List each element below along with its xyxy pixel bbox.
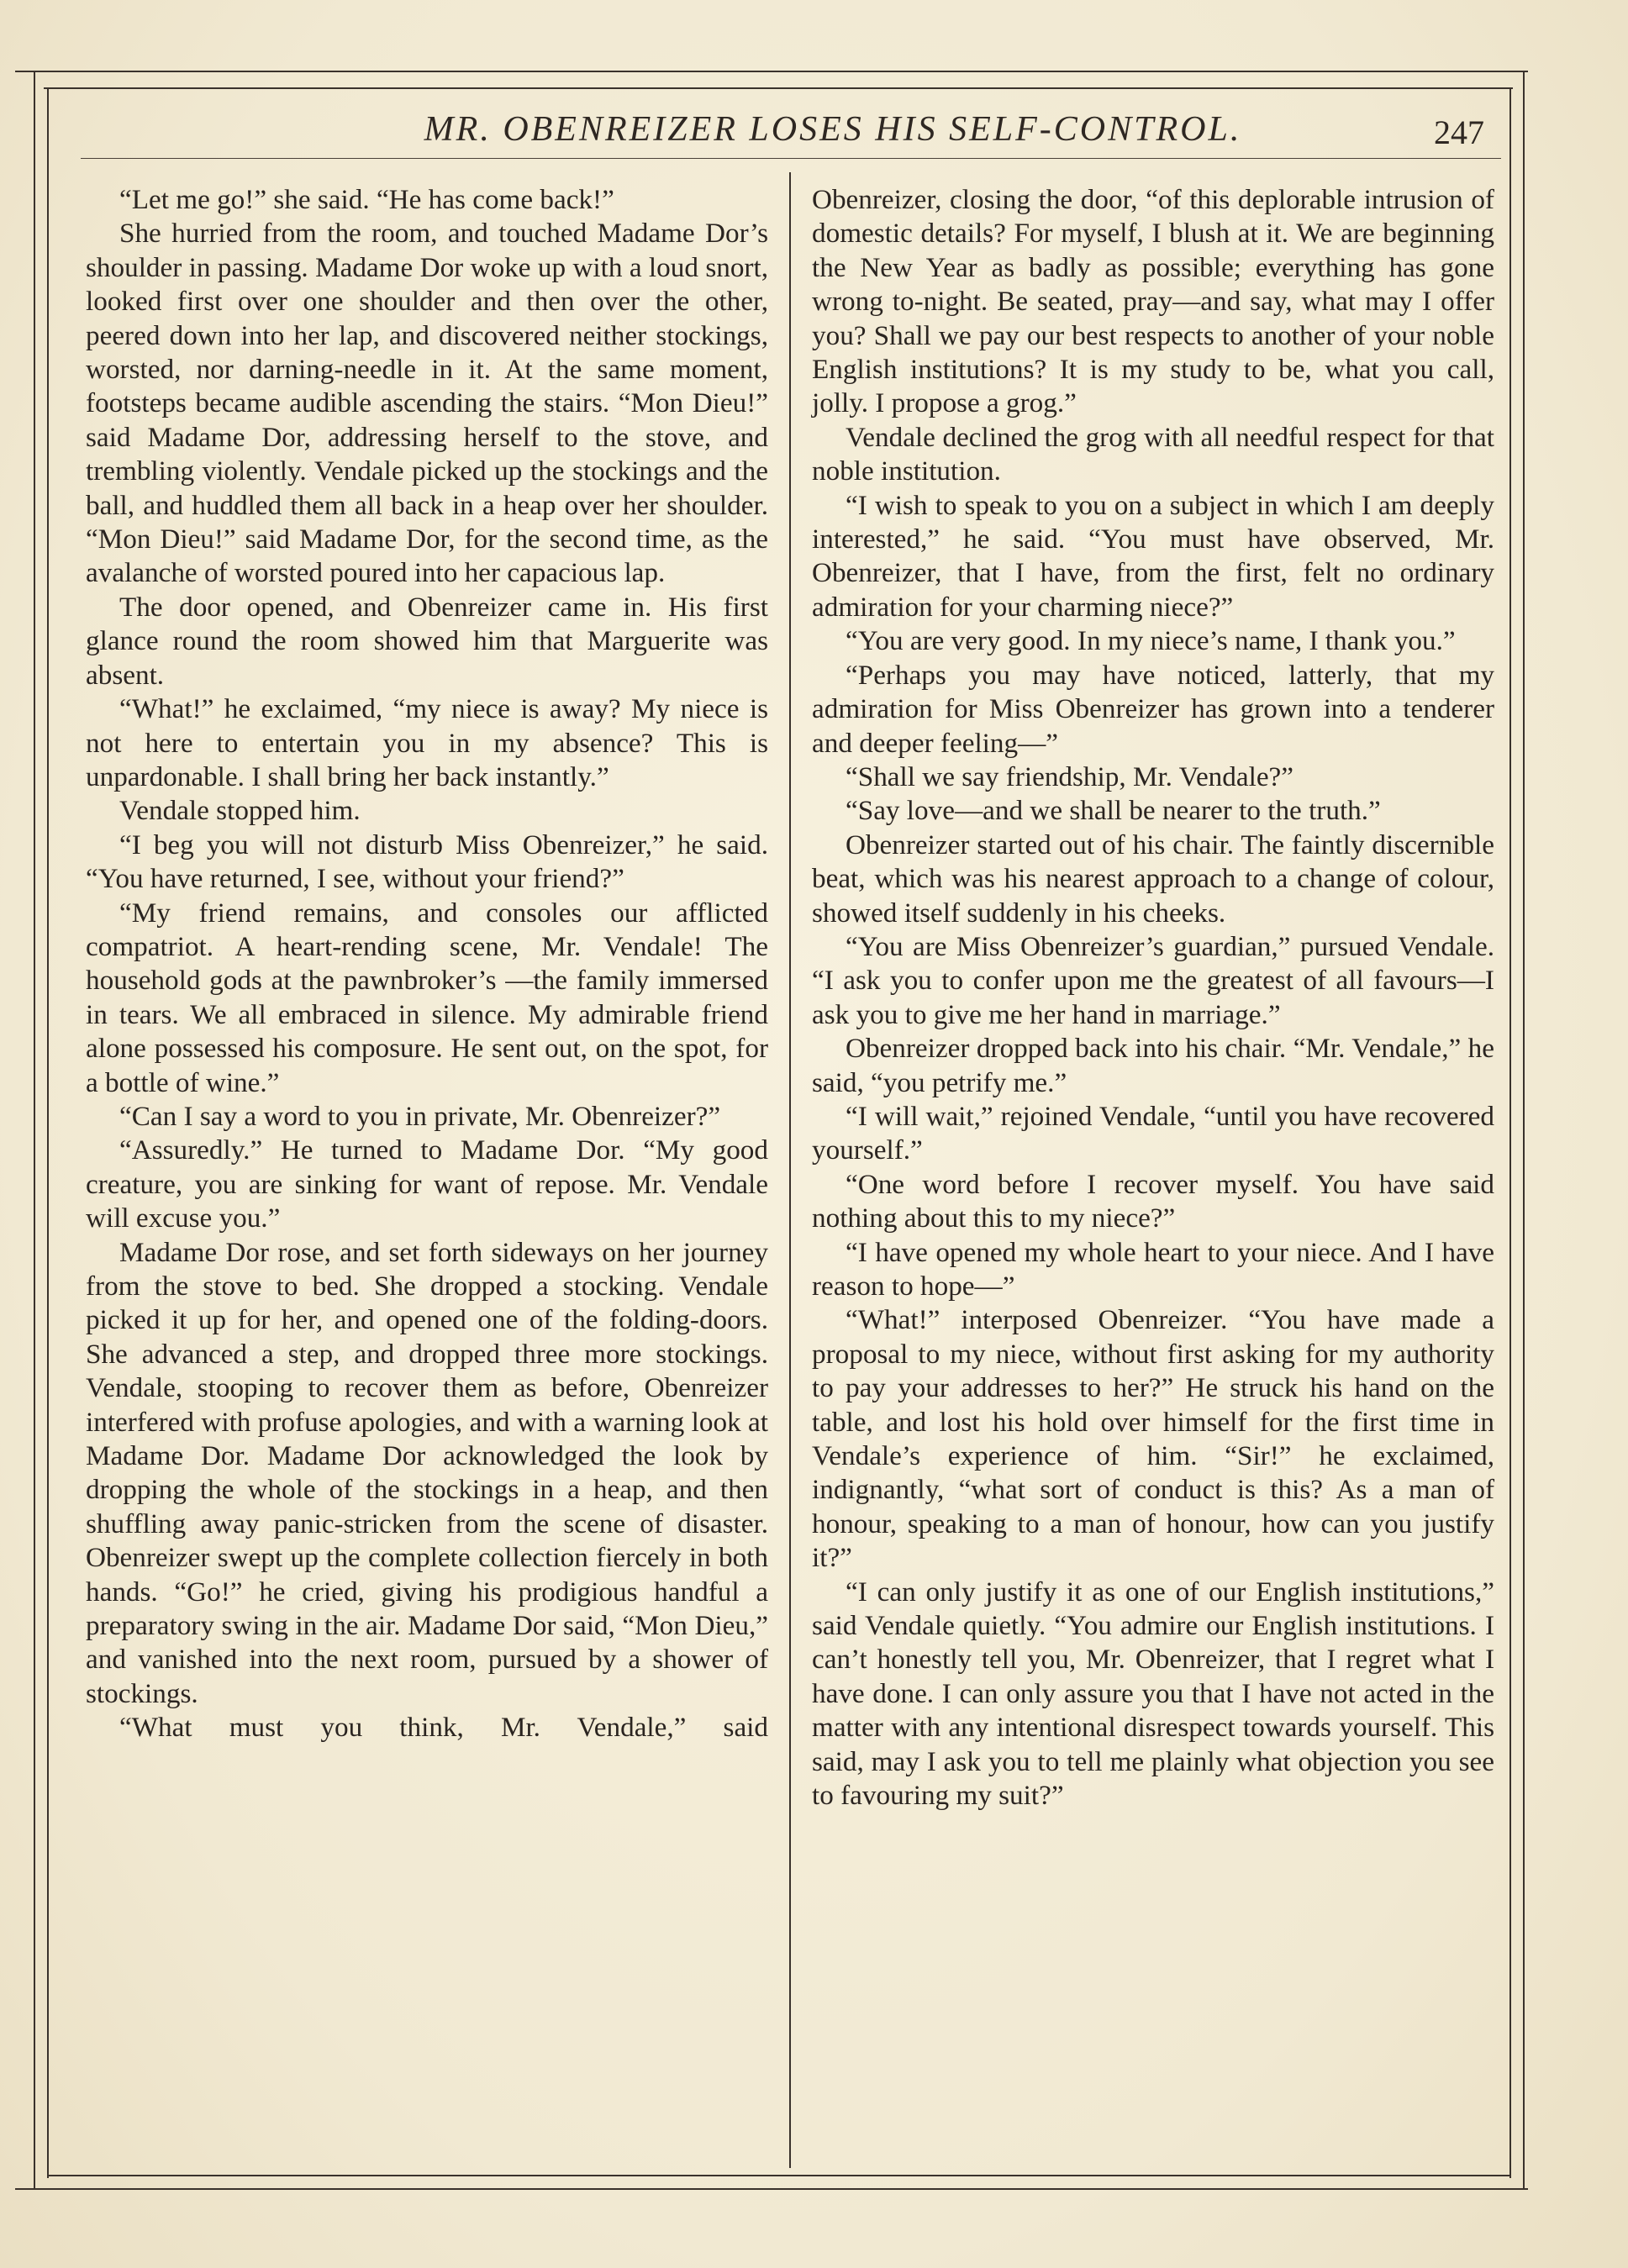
paragraph: “One word before I recover myself. You have said nothing about this to my niece?” <box>812 1168 1494 1234</box>
paragraph: Vendale stopped him. <box>119 795 361 827</box>
paragraph: “I beg you will not disturb Miss Obenreizer,” he said. “You have returned, I see, without your friend?” <box>86 829 768 895</box>
paragraph: “Assuredly.” He turned to Madame Dor. “My good creature, you are sinking for want of repose. Mr. Vendale will excuse you.” <box>86 1134 768 1234</box>
page-number: 247 <box>1434 113 1484 151</box>
paragraph: The door opened, and Obenreizer came in. His first glance round the room showed him that Marguerite was absent. <box>86 591 768 691</box>
header-rule <box>81 158 1501 159</box>
frame-outer-top-rule <box>15 71 1528 72</box>
running-head <box>81 109 1501 151</box>
paragraph-continuation: Obenreizer, closing the door, “of this deplorable intrusion of domestic details? For myself, I blush at it. We are beginning the New Year as badly as possible; everything has gone wrong to-night. Be seated, pray—and say, what may I offer you? Shall we pay our best respects to another of your noble English institutions? It is my study to be, what you call, jolly. I propose a grog.” <box>812 184 1494 419</box>
paragraph: She hurried from the room, and touched Madame Dor’s shoulder in passing. Madame Dor woke up with a loud snort, looked first over one shoulder and then over the other, peered down into her lap, and discovered neither stockings, worsted, nor darning-needle in it. At the same moment, footsteps became audible ascending the stairs. “Mon Dieu!” said Madame Dor, addressing herself to the stove, and trembling violently. Vendale picked up the stockings and the ball, and huddled them all back in a heap over her shoulder. “Mon Dieu!” said Madame Dor, for the second time, as the avalanche of worsted poured into her capacious lap. <box>86 218 768 589</box>
frame-outer-right-rule <box>1523 71 1525 2188</box>
left-column <box>86 183 768 1745</box>
paragraph: “I can only justify it as one of our English institutions,” said Vendale quietly. “You admire our English institutions. I can’t honestly tell you, Mr. Obenreizer, that I regret what I have done. I can only assure you that I have not acted in the matter with any intentional disrespect towards yourself. This said, may I ask you to tell me plainly what objection you see to favouring my suit?” <box>812 1576 1494 1812</box>
paragraph: “My friend remains, and consoles our afflicted compatriot. A heart-rending scene, Mr. Vendale! The household gods at the pawnbroker’s —the family immersed in tears. We all embraced in silence. My admirable friend alone possessed his composure. He sent out, on the spot, for a bottle of wine.” <box>86 897 768 1098</box>
paragraph-continued: “What must you think, Mr. Vendale,” said <box>119 1712 768 1744</box>
paragraph: “I have opened my whole heart to your niece. And I have reason to hope—” <box>812 1236 1494 1302</box>
paragraph: “What!” interposed Obenreizer. “You have made a proposal to my niece, without first asking for my authority to pay your addresses to her?” He struck his hand on the table, and lost his hold over himself for the first time in Vendale’s experience of him. “Sir!” he exclaimed, indignantly, “what sort of conduct is this? As a man of honour, speaking to a man of honour, how can you justify it?” <box>812 1304 1494 1574</box>
frame-inner-bottom-rule <box>47 2175 1511 2176</box>
paragraph: “You are very good. In my niece’s name, I thank you.” <box>846 625 1456 657</box>
paragraph: “You are Miss Obenreizer’s guardian,” pursued Vendale. “I ask you to confer upon me the greatest of all favours—I ask you to give me her hand in marriage.” <box>812 930 1494 1030</box>
frame-outer-left-rule <box>34 71 35 2188</box>
paragraph: Obenreizer dropped back into his chair. “Mr. Vendale,” he said, “you petrify me.” <box>812 1033 1494 1098</box>
paragraph: “What!” he exclaimed, “my niece is away? My niece is not here to entertain you in my absence? This is unpardonable. I shall bring her back instantly.” <box>86 693 768 792</box>
running-title: MR. OBENREIZER LOSES HIS SELF-CONTROL. <box>424 110 1242 149</box>
frame-outer-bottom-rule <box>15 2188 1528 2190</box>
paragraph: “Shall we say friendship, Mr. Vendale?” <box>846 760 1294 792</box>
paragraph: Madame Dor rose, and set forth sideways on her journey from the stove to bed. She dropped a stocking. Vendale picked it up for her, and opened one of the folding-doors. She advanced a step, and dropped three more stockings. Vendale, stooping to recover them as before, Obenreizer interfered with profuse apologies, and with a warning look at Madame Dor. Madame Dor acknowledged the look by dropping the whole of the stockings in a heap, and then shuffling away panic-stricken from the scene of disaster. Obenreizer swept up the complete collection fiercely in both hands. “Go!” he cried, giving his prodigious handful a preparatory swing in the air. Madame Dor said, “Mon Dieu,” and vanished into the next room, pursued by a shower of stockings. <box>86 1236 768 1709</box>
paragraph: “I will wait,” rejoined Vendale, “until you have recovered yourself.” <box>812 1100 1494 1166</box>
paragraph: Vendale declined the grog with all needful respect for that noble institution. <box>812 421 1494 487</box>
frame-inner-left-rule <box>47 87 49 2178</box>
column-divider <box>789 172 791 2168</box>
frame-inner-right-rule <box>1509 87 1511 2178</box>
right-column <box>812 183 1494 1813</box>
paragraph: “Can I say a word to you in private, Mr. Obenreizer?” <box>119 1100 721 1132</box>
paragraph: “Say love—and we shall be nearer to the truth.” <box>846 795 1381 827</box>
paragraph: “I wish to speak to you on a subject in which I am deeply interested,” he said. “You must have observed, Mr. Obenreizer, that I have, from the first, felt no ordinary admiration for your charming niece?” <box>812 489 1494 623</box>
frame-inner-top-rule <box>44 87 1513 89</box>
paragraph: “Let me go!” she said. “He has come back!” <box>119 184 614 215</box>
paragraph: “Perhaps you may have noticed, latterly, that my admiration for Miss Obenreizer has grown into a tenderer and deeper feeling—” <box>812 659 1494 759</box>
paragraph: Obenreizer started out of his chair. The faintly discernible beat, which was his nearest approach to a change of colour, showed itself suddenly in his cheeks. <box>812 829 1494 929</box>
